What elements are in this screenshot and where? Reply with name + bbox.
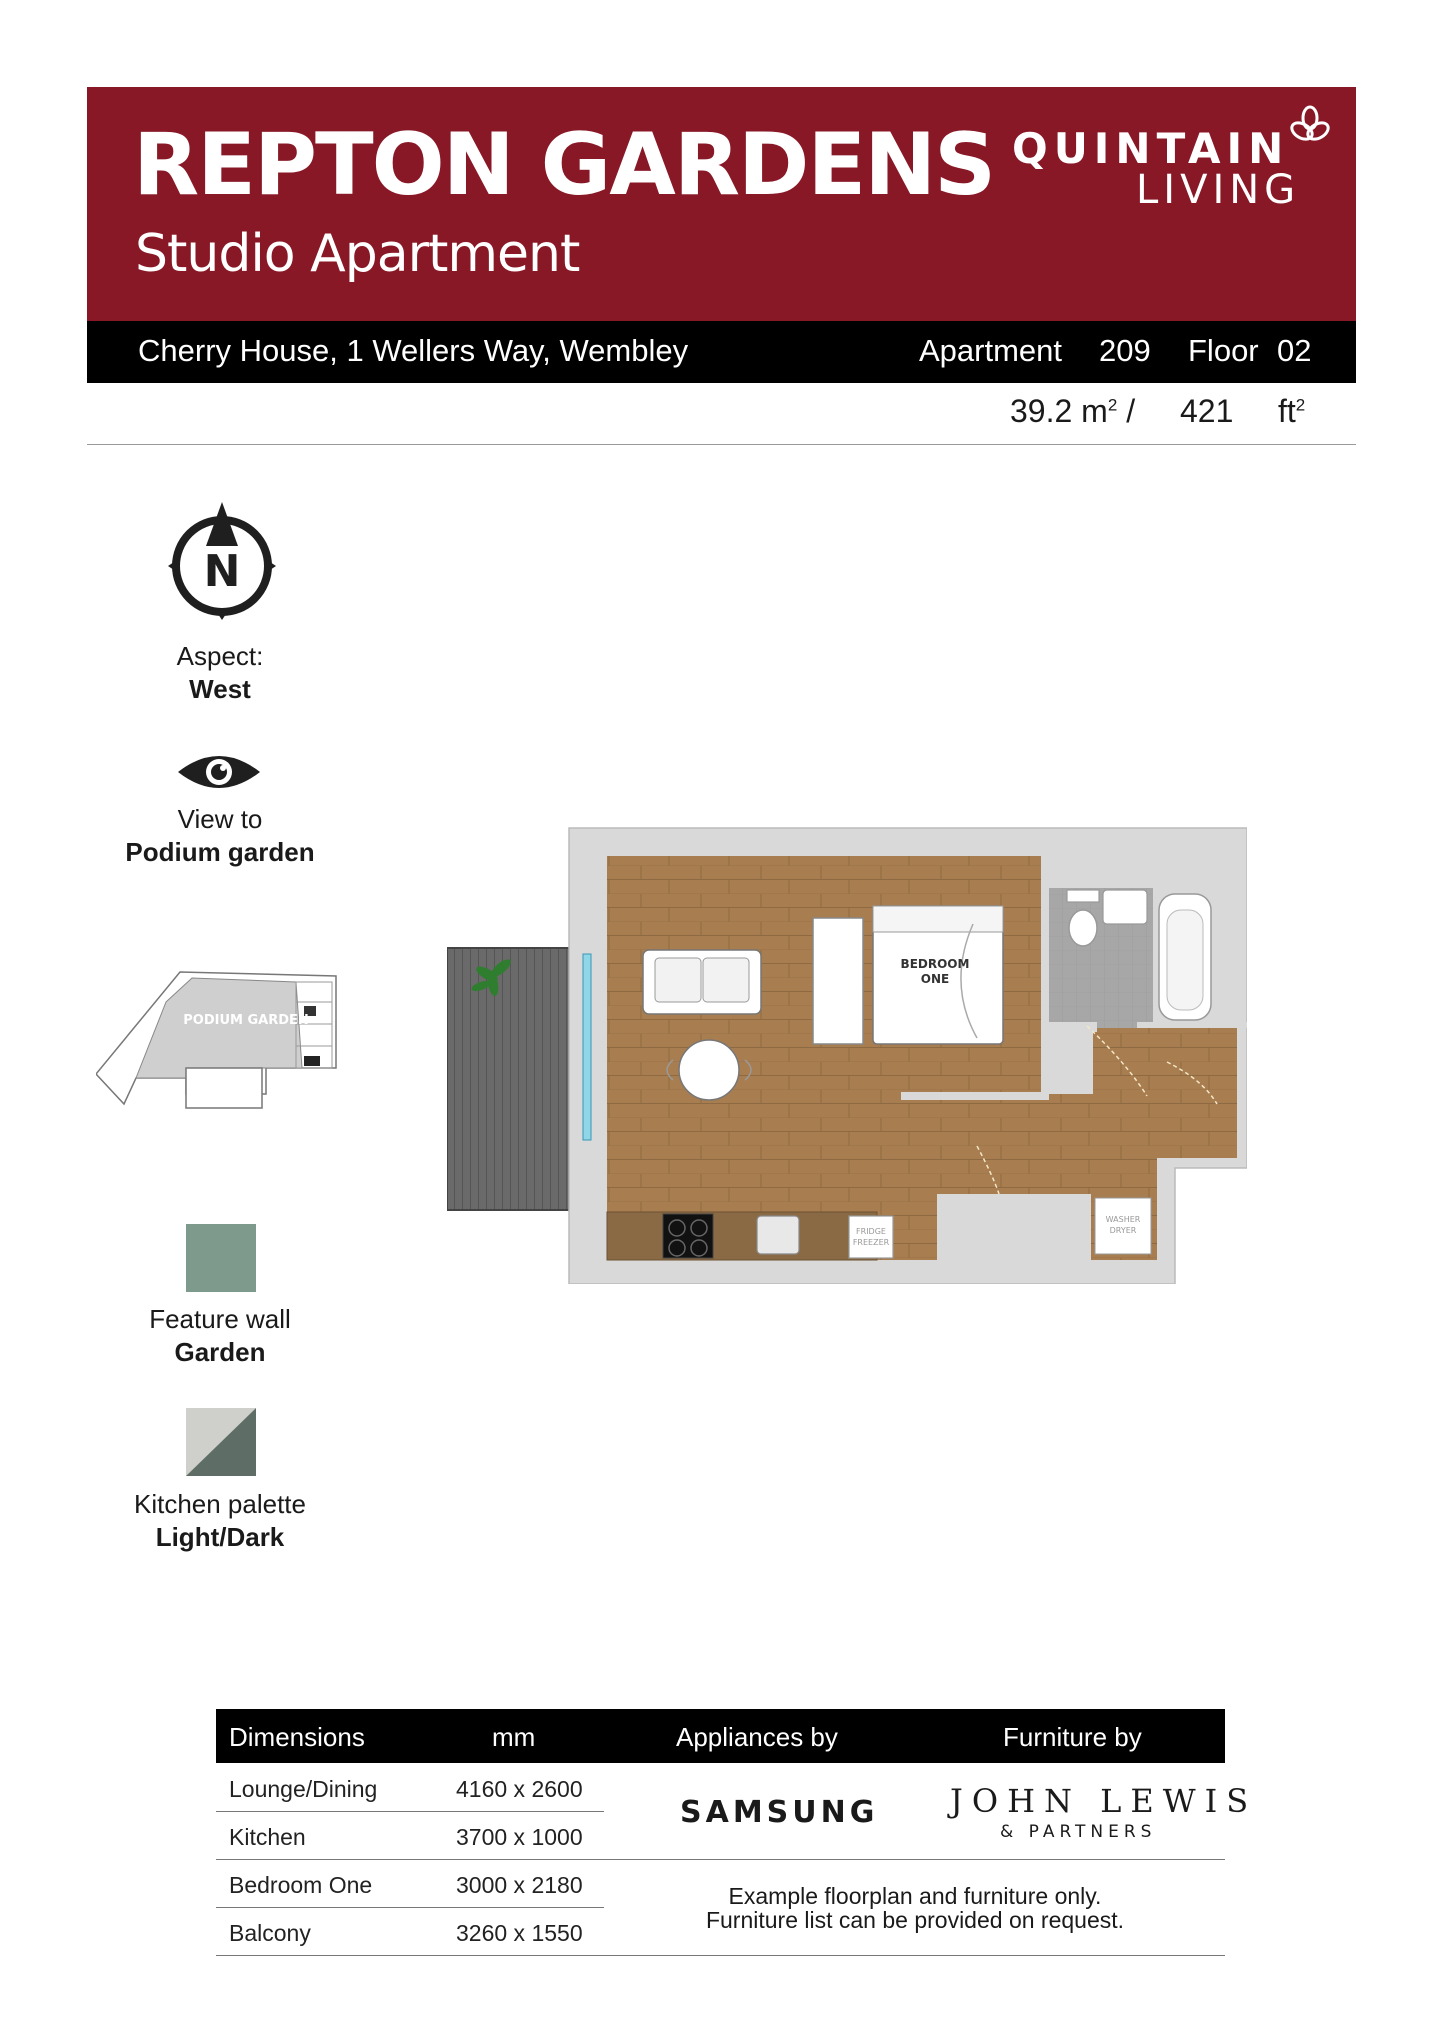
feature-wall-label: Feature wall <box>149 1304 291 1334</box>
room-size: 3700 x 1000 <box>456 1824 583 1850</box>
room-size: 3260 x 1550 <box>456 1920 583 1946</box>
floor-number: 02 <box>1277 333 1312 368</box>
floorplan <box>447 824 1247 1284</box>
compass-north-icon <box>166 502 278 626</box>
room-size: 4160 x 2600 <box>456 1776 583 1802</box>
header-furniture: Furniture by <box>1003 1722 1142 1752</box>
kitchen-palette-block <box>75 1488 365 1553</box>
page-title: REPTON GARDENS <box>133 115 995 215</box>
aspect-value: West <box>189 673 251 704</box>
site-plan-label: PODIUM GARDEN <box>183 1013 309 1028</box>
table-row <box>216 1812 604 1860</box>
kitchen-palette-value: Light/Dark <box>155 1521 285 1552</box>
view-block <box>75 803 365 868</box>
apartment-label: Apartment <box>919 333 1063 368</box>
fridge-label-2: FREEZER <box>852 1238 890 1247</box>
view-label: View to <box>177 804 263 834</box>
header-dimensions: Dimensions <box>229 1722 365 1752</box>
feature-wall-value: Garden <box>174 1336 266 1367</box>
disclaimer-line2: Furniture list can be provided on request. <box>705 1907 1125 1933</box>
address-bar <box>87 321 1356 383</box>
divider <box>87 444 1356 445</box>
table-row <box>216 1860 604 1908</box>
trefoil-logo-icon <box>1288 104 1332 148</box>
feature-wall-block <box>75 1303 365 1368</box>
john-lewis-logo: JOHN LEWIS <box>950 1782 1258 1820</box>
john-lewis-logo-sub: & PARTNERS <box>1000 1822 1157 1842</box>
room-name: Kitchen <box>229 1824 306 1850</box>
bedroom-label-1: BEDROOM <box>900 957 970 971</box>
compass-letter: N <box>203 546 241 597</box>
area-sqm: 39.2 $m^2$ / <box>1010 393 1136 429</box>
bedroom-label-2: ONE <box>920 972 950 986</box>
washer-label-1: WASHER <box>1105 1215 1141 1224</box>
apartment-number: 209 <box>1099 333 1151 368</box>
eye-icon <box>176 750 262 794</box>
floor-label: Floor <box>1188 333 1259 368</box>
brand-logo-line2: LIVING <box>1136 167 1301 213</box>
samsung-logo: SAMSUNG <box>680 1795 879 1830</box>
area-sqft-unit: $ft^2$ <box>1278 393 1306 429</box>
brand-logo-line1: QUINTAIN <box>1012 124 1290 173</box>
header-appliances: Appliances by <box>676 1722 838 1752</box>
header-mm: mm <box>492 1722 536 1752</box>
table-row <box>216 1908 604 1956</box>
room-name: Balcony <box>229 1920 311 1946</box>
kitchen-palette-swatch <box>186 1408 256 1476</box>
specs-table-header <box>216 1709 1225 1763</box>
aspect-label: Aspect: <box>176 641 264 671</box>
room-name: Lounge/Dining <box>229 1776 378 1802</box>
feature-wall-swatch <box>186 1224 256 1292</box>
room-name: Bedroom One <box>229 1872 373 1898</box>
area-sqft-value: 421 <box>1180 393 1234 429</box>
fridge-label-1: FRIDGE <box>856 1227 886 1236</box>
kitchen-palette-label: Kitchen palette <box>133 1489 306 1519</box>
room-size: 3000 x 2180 <box>456 1872 583 1898</box>
aspect-block <box>75 640 365 705</box>
address-text: Cherry House, 1 Wellers Way, Wembley <box>138 333 689 368</box>
site-plan-map <box>96 964 350 1114</box>
table-bottom-line <box>216 1955 1225 1956</box>
table-row <box>216 1764 604 1812</box>
view-value: Podium garden <box>125 836 315 867</box>
washer-label-2: DRYER <box>1109 1226 1137 1235</box>
page-subtitle: Studio Apartment <box>135 224 580 284</box>
disclaimer-line1: Example floorplan and furniture only. <box>728 1883 1102 1909</box>
